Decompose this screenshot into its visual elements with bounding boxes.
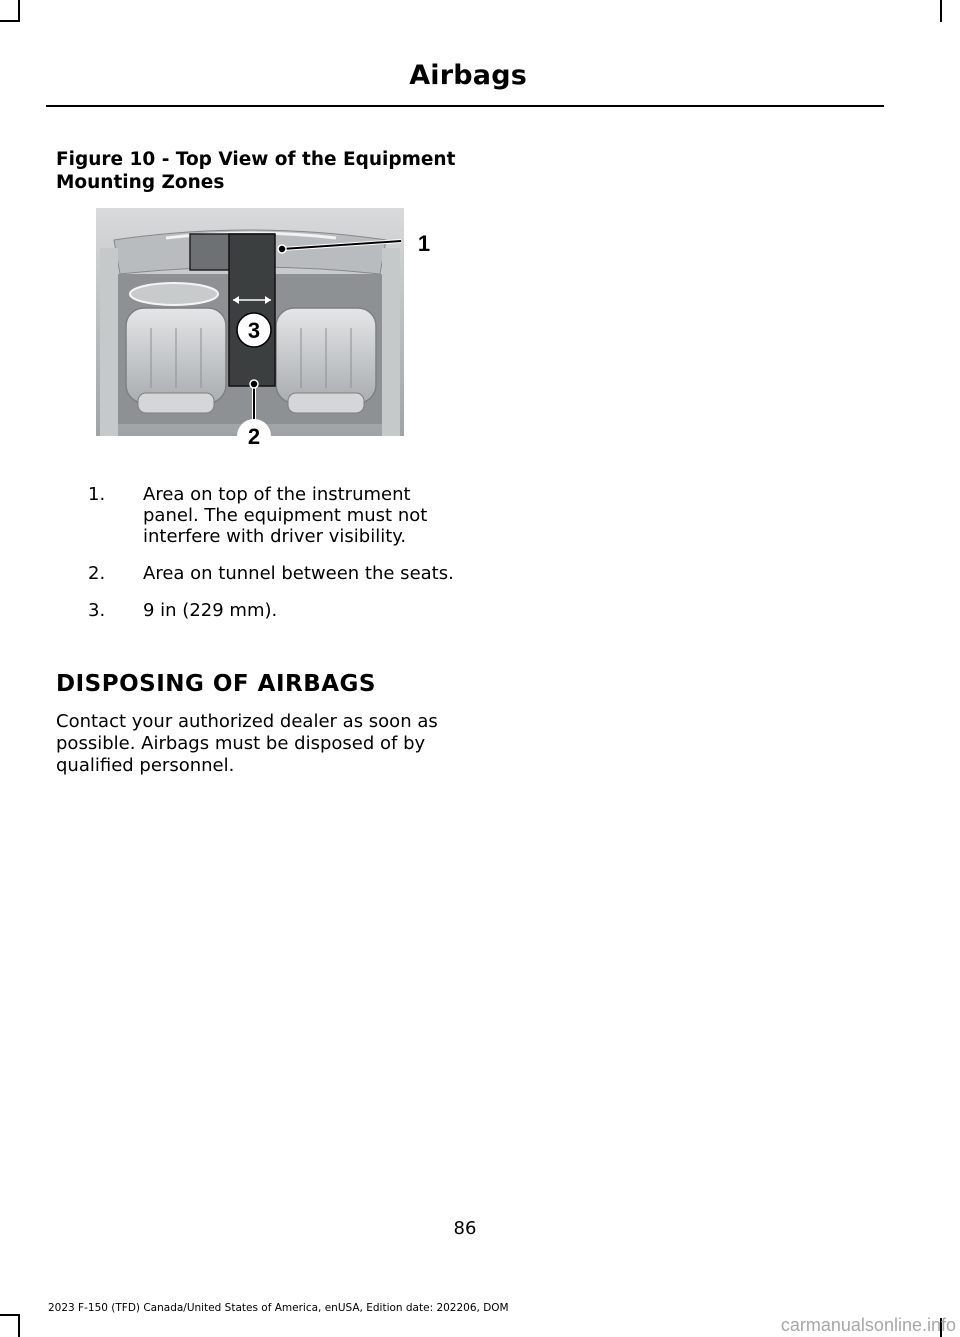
list-item-text: Area on tunnel between the seats. <box>143 563 454 584</box>
callout-label-1: 1 <box>417 231 431 256</box>
section-heading: DISPOSING OF AIRBAGS <box>56 671 376 697</box>
crop-mark <box>18 0 20 22</box>
crop-mark <box>940 0 942 22</box>
left-door <box>100 248 118 436</box>
section-body: Contact your authorized dealer as soon as possible. Airbags must be disposed of by qualified personnel. <box>56 711 438 776</box>
page-number: 86 <box>453 1218 477 1239</box>
right-door <box>382 248 400 436</box>
crop-mark <box>0 20 18 22</box>
list-item-text: Area on top of the instrument panel. The equipment must not interfere with driver visibility. <box>143 484 428 547</box>
page-title: Airbags <box>409 60 527 91</box>
figure-legend-list <box>88 484 468 637</box>
right-headrest <box>288 393 364 413</box>
zone-tunnel <box>229 234 275 386</box>
list-item-text: 9 in (229 mm). <box>143 600 278 621</box>
list-item <box>88 563 468 584</box>
list-item-number: 2. <box>88 563 106 584</box>
callout-label-3: 3 <box>247 318 261 343</box>
header-divider <box>46 105 884 107</box>
figure-caption: Figure 10 - Top View of the Equipment Mounting Zones <box>56 149 456 193</box>
footer-edition-text: 2023 F-150 (TFD) Canada/United States of America, enUSA, Edition date: 202206, DOM <box>48 1302 509 1314</box>
equipment-zones-illustration <box>96 208 436 456</box>
crop-mark <box>18 1314 20 1337</box>
overhead-console <box>130 283 218 305</box>
callout-label-2: 2 <box>247 424 261 449</box>
callout-dot-1 <box>278 245 286 253</box>
left-headrest <box>138 393 214 413</box>
list-item <box>88 484 468 547</box>
callout-dot-2 <box>250 380 258 388</box>
crop-mark <box>0 1314 18 1316</box>
list-item <box>88 600 468 621</box>
list-item-number: 1. <box>88 484 106 505</box>
watermark: carmanualsonline.info <box>780 1315 956 1335</box>
list-item-number: 3. <box>88 600 106 621</box>
